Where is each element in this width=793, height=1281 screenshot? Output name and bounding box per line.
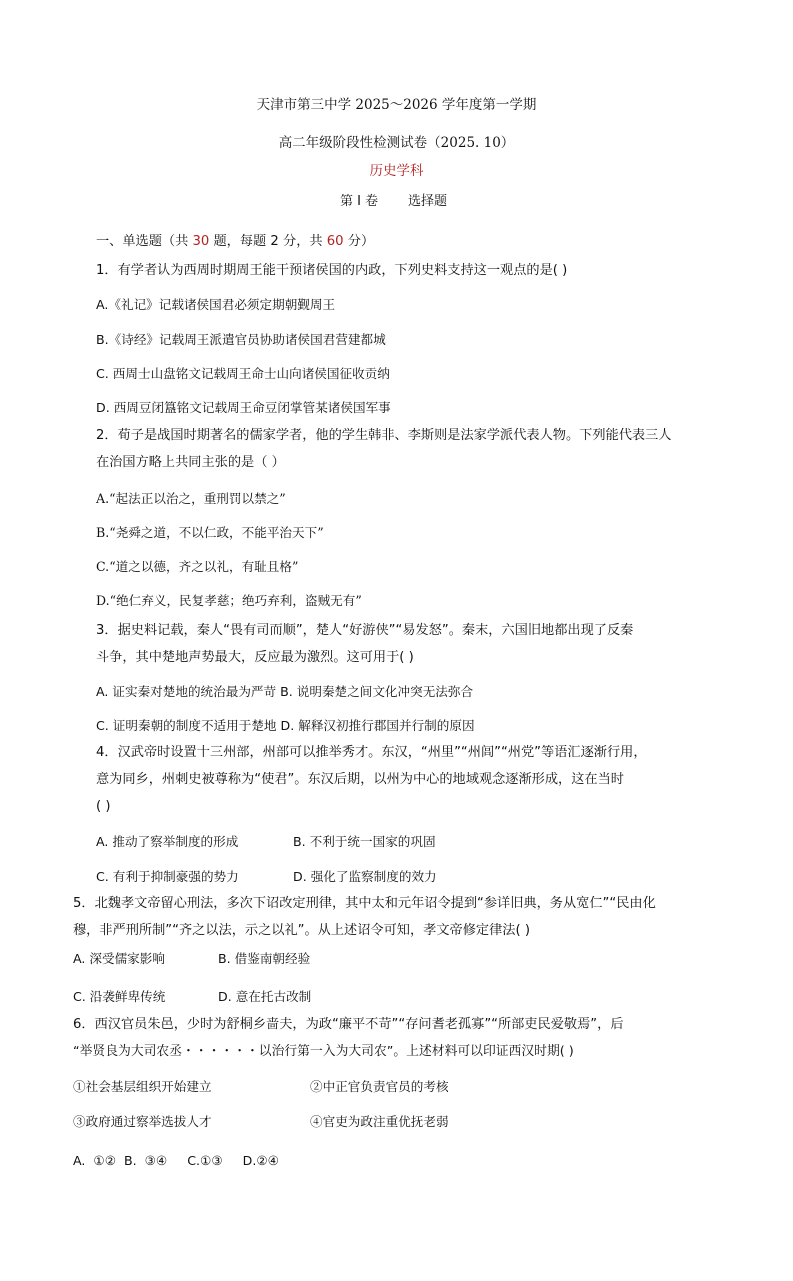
question-2-stem-line1: 2．荀子是战国时期著名的儒家学者，他的学生韩非、李斯则是法家学派代表人物。下列能代表三人 [96, 428, 672, 443]
question-6-statement-1: ①社会基层组织开始建立 [73, 1079, 212, 1094]
question-4-stem-line2: 意为同乡，州刺史被尊称为“使君”。东汉后期，以州为中心的地域观念逐渐形成，这在当时 [96, 772, 624, 787]
question-5-option-d: D. 意在托古改制 [218, 989, 312, 1004]
question-1-option-c: C. 西周士山盘铭文记载周王命士山向诸侯国征收贡纳 [96, 366, 390, 381]
question-5-option-b: B. 借鉴南朝经验 [218, 951, 311, 966]
question-6-answer-choices: A. ①② B. ③④ C.①③ D.②④ [73, 1153, 279, 1168]
subject-title: 历史学科 [369, 163, 424, 179]
question-4-option-b: B. 不利于统一国家的巩固 [293, 834, 436, 849]
question-1-option-b: B.《诗经》记载周王派遣官员协助诸侯国君营建都城 [96, 332, 386, 347]
question-1-stem: 1．有学者认为西周时期周王能干预诸侯国的内政，下列史料支持这一观点的是( ) [96, 263, 568, 278]
question-2-option-b: B.“尧舜之道，不以仁政，不能平治天下” [96, 525, 324, 540]
question-5-option-c: C. 沿袭鲜卑传统 [73, 989, 166, 1004]
volume-type: 选择题 [408, 194, 448, 209]
question-5-option-a: A. 深受儒家影响 [73, 951, 165, 966]
question-2-option-d: D.“绝仁弃义，民复孝慈；绝巧弃利，盗贼无有” [96, 593, 362, 608]
question-4-stem-line1: 4．汉武帝时设置十三州部，州部可以推举秀才。东汉，“州里”“州闾”“州党”等语汇逐渐行用， [96, 745, 647, 760]
question-4-option-c: C. 有利于抑制豪强的势力 [96, 869, 239, 884]
exam-title: 高二年级阶段性检测试卷（2025. 10） [278, 135, 515, 151]
question-2-stem-line2: 在治国方略上共同主张的是（ ） [96, 455, 285, 470]
question-4-option-d: D. 强化了监察制度的效力 [293, 869, 437, 884]
question-3-options-cd: C. 证明秦朝的制度不适用于楚地 D. 解释汉初推行郡国并行制的原因 [96, 718, 475, 733]
question-2-option-a: A.“起法正以治之，重刑罚以禁之” [96, 491, 286, 506]
question-count: 30 [192, 234, 210, 249]
question-4-stem-line3: ( ) [96, 799, 111, 814]
question-1-option-d: D. 西周豆闭簋铭文记载周王命豆闭掌管某诸侯国军事 [96, 400, 391, 415]
question-5-stem-line2: 穆，非严刑所制”“齐之以法，示之以礼”。从上述诏令可知，孝文帝修定律法( ) [73, 923, 530, 938]
question-4-option-a: A. 推动了察举制度的形成 [96, 834, 239, 849]
question-2-option-c: C.“道之以德，齐之以礼，有耻且格” [96, 559, 299, 574]
question-6-statement-4: ④官吏为政注重优抚老弱 [310, 1114, 449, 1129]
question-6-statement-3: ③政府通过察举选拔人才 [73, 1114, 212, 1129]
question-3-stem-line2: 斗争，其中楚地声势最大，反应最为激烈。这可用于( ) [96, 650, 414, 665]
section-heading: 一、单选题（共 30 题，每题 2 分，共 60 分） [96, 234, 375, 249]
question-3-stem-line1: 3．据史料记载，秦人“畏有司而顺”，楚人“好游侠”“易发怒”。秦末，六国旧地都出现了反秦 [96, 623, 634, 638]
volume-label: 第 I 卷 [340, 194, 379, 209]
question-1-option-a: A.《礼记》记载诸侯国君必须定期朝觐周王 [96, 297, 336, 312]
question-5-stem-line1: 5．北魏孝文帝留心刑法，多次下诏改定刑律，其中太和元年诏令提到“参详旧典，务从宽仁”“民由化 [73, 896, 656, 911]
question-6-stem-line2: “举贤良为大司农丞・・・・・・以治行第一入为大司农”。上述材料可以印证西汉时期( ) [73, 1044, 574, 1059]
total-score: 60 [326, 234, 344, 249]
question-6-statement-2: ②中正官负责官员的考核 [310, 1079, 449, 1094]
question-6-stem-line1: 6．西汉官员朱邑，少时为舒桐乡啬夫，为政“廉平不苛”“存问耆老孤寡”“所部吏民爱敬焉”，后 [73, 1017, 624, 1032]
question-3-options-ab: A. 证实秦对楚地的统治最为严苛 B. 说明秦楚之间文化冲突无法弥合 [96, 684, 474, 699]
school-title: 天津市第三中学 2025～2026 学年度第一学期 [256, 97, 537, 113]
